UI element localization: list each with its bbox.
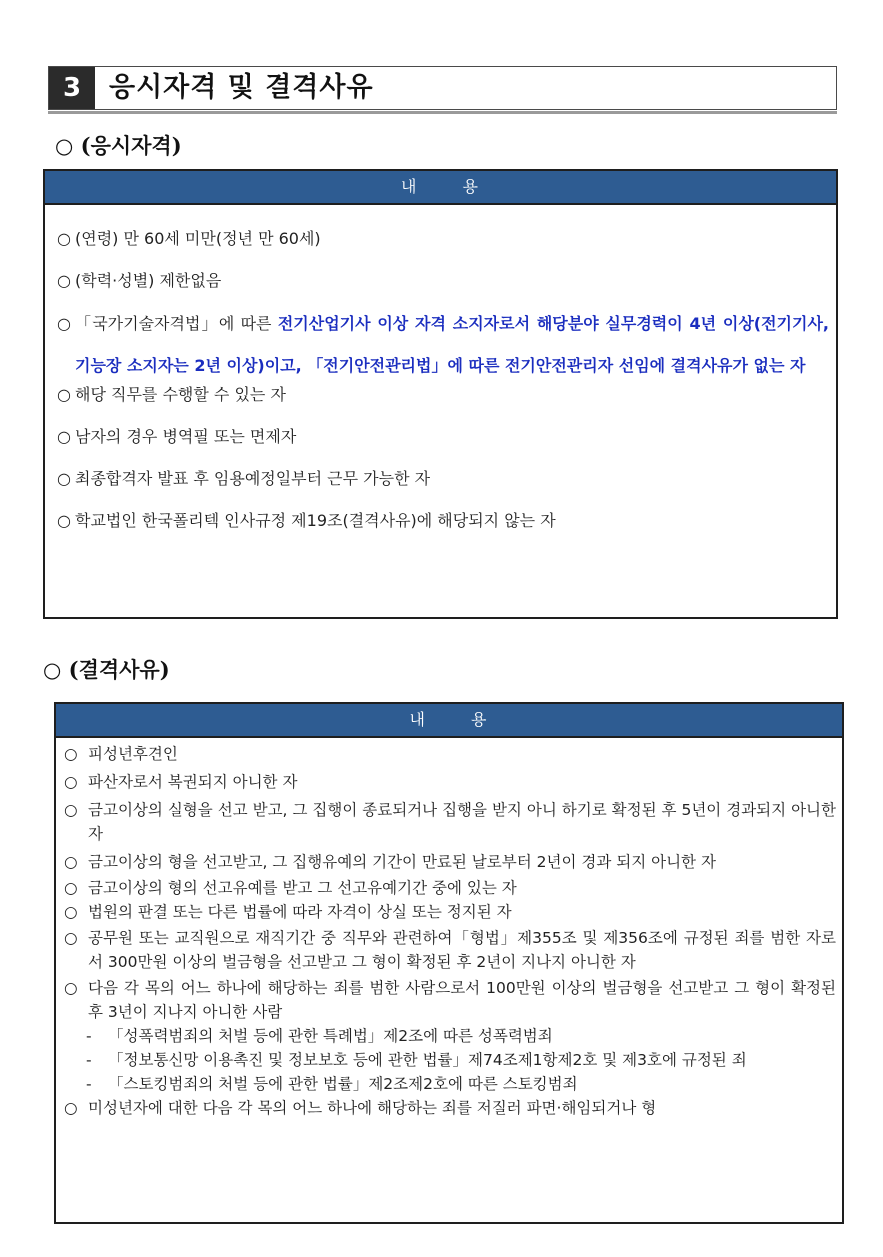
list-item: ○ 남자의 경우 병역필 또는 면제자 <box>57 427 297 446</box>
sub-list-item: - 「스토킹범죄의 처벌 등에 관한 법률」제2조제2호에 따른 스토킹범죄 <box>86 1075 578 1093</box>
sub-list-item: - 「정보통신망 이용촉진 및 정보보호 등에 관한 법률」제74조제1항제2호 및 제3호에 규정된 죄 <box>86 1051 747 1069</box>
list-item: ○ 다음 각 목의 어느 하나에 해당하는 죄를 범한 사람으로서 100만원 이상의 벌금형을 선고받고 그 형이 확정된 후 3년이 지나지 아니한 사람 <box>64 979 836 1021</box>
list-item: ○ 법원의 판결 또는 다른 법률에 따라 자격이 상실 또는 정지된 자 <box>64 903 512 921</box>
list-item: ○ (학력·성별) 제한없음 <box>57 271 222 290</box>
list-item: ○ 최종합격자 발표 후 임용예정일부터 근무 가능한 자 <box>57 469 431 488</box>
sub-list-item: - 「성폭력범죄의 처벌 등에 관한 특례법」제2조에 따른 성폭력범죄 <box>86 1027 553 1045</box>
qualifications-list <box>57 229 829 531</box>
item-text-highlight: 전기산업기사 이상 자격 소지자로서 해당분야 실무경력이 4년 이상(전기기사, 기능장 소지자는 2년 이상)이고, 「전기안전관리법」에 따른 전기안전관리자 선임에 결격사유가 없는 자 <box>75 314 830 375</box>
list-item: ○ 금고이상의 형의 선고유예를 받고 그 선고유예기간 중에 있는 자 <box>64 879 517 897</box>
list-item: ○ 공무원 또는 교직원으로 재직기간 중 직무와 관련하여「형법」제355조 및 제356조에 규정된 죄를 범한 자로서 300만원 이상의 벌금형을 선고받고 그 형이 확정된 후 2년이 지나지 아니한 자 <box>64 929 836 971</box>
header-label-right: 용 <box>462 177 480 196</box>
list-item: ○ 해당 직무를 수행할 수 있는 자 <box>57 385 286 404</box>
qualifications-table-header <box>45 171 836 205</box>
list-item: ○ 미성년자에 대한 다음 각 목의 어느 하나에 해당하는 죄를 저질러 파면·해임되거나 형 <box>64 1099 657 1117</box>
disqualifications-table-header <box>56 704 842 738</box>
list-item: ○ 피성년후견인 <box>64 745 178 763</box>
disqualifications-list <box>64 742 836 1120</box>
list-item: ○ 금고이상의 형을 선고받고, 그 집행유예의 기간이 만료된 날로부터 2년이 경과 되지 아니한 자 <box>64 853 716 871</box>
header-label-right: 용 <box>471 710 489 729</box>
header-label-left: 내 <box>409 710 427 729</box>
list-item: ○ 학교법인 한국폴리텍 인사규정 제19조(결격사유)에 해당되지 않는 자 <box>57 511 556 530</box>
list-item: ○ 금고이상의 실형을 선고 받고, 그 집행이 종료되거나 집행을 받지 아니 하기로 확정된 후 5년이 경과되지 아니한 자 <box>64 801 836 843</box>
section-underline <box>48 111 837 114</box>
section-header <box>48 66 837 110</box>
disqualifications-heading: ○ (결격사유) <box>43 657 170 682</box>
header-label-left: 내 <box>401 177 419 196</box>
qualifications-heading: ○ (응시자격) <box>55 133 182 158</box>
list-item: ○ 파산자로서 복권되지 아니한 자 <box>64 773 298 791</box>
section-number: 3 <box>49 67 95 109</box>
list-item: ○ 「국가기술자격법」에 따른 전기산업기사 이상 자격 소지자로서 해당분야 실무경력이 4년 이상(전기기사, 기능장 소지자는 2년 이상)이고, 「전기안전관리법」에 따른 전기안전관리자 선임에 결격사유가 없는 자 <box>57 314 830 375</box>
list-item: ○ (연령) 만 60세 미만(정년 만 60세) <box>57 229 321 248</box>
qualifications-table <box>43 169 838 619</box>
item-text-plain: 「국가기술자격법」에 따른 <box>75 314 278 333</box>
disqualifications-table <box>54 702 844 1224</box>
section-title: 응시자격 및 결격사유 <box>109 72 374 103</box>
